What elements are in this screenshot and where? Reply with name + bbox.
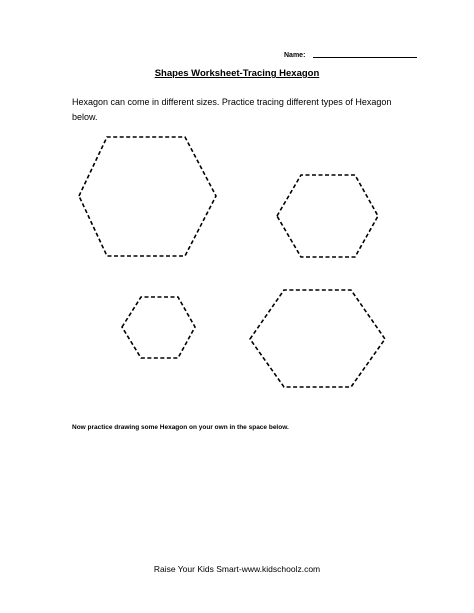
hexagon-medium bbox=[277, 175, 378, 257]
name-label: Name: bbox=[284, 52, 306, 59]
hexagon-large-2 bbox=[250, 290, 385, 387]
hexagon-large bbox=[79, 137, 216, 256]
worksheet-title: Shapes Worksheet-Tracing Hexagon bbox=[154, 68, 320, 79]
hexagon-small bbox=[122, 297, 195, 358]
instructions-text: Hexagon can come in different sizes. Practice tracing different types of Hexagon below. bbox=[72, 97, 392, 122]
footer-text: Raise Your Kids Smart-www.kidschoolz.com bbox=[153, 564, 321, 574]
practice-instructions: Now practice drawing some Hexagon on your own in the space below. bbox=[72, 424, 289, 431]
